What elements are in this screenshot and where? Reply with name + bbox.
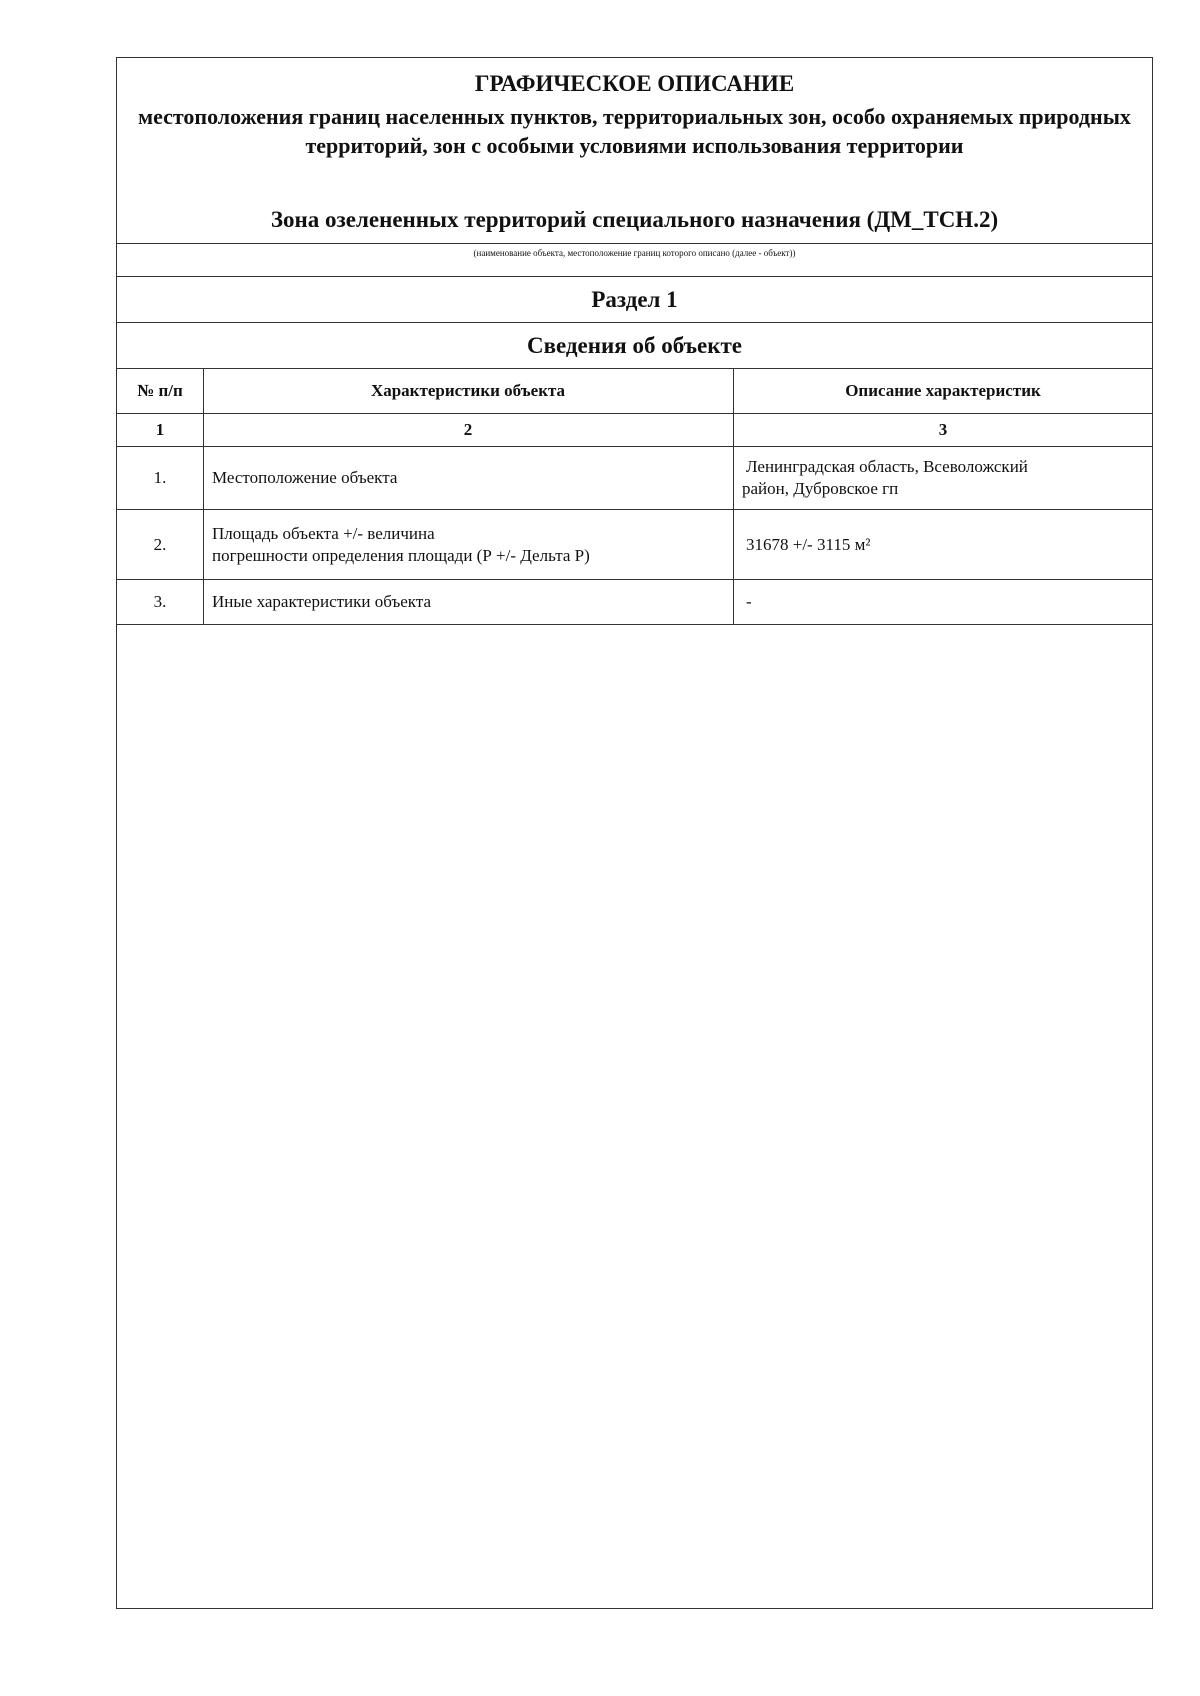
characteristic-text: Местоположение объекта bbox=[212, 468, 398, 487]
row-number: 1. bbox=[153, 468, 167, 487]
characteristic-text: Площадь объекта +/- величина bbox=[212, 523, 435, 543]
row-number: 3. bbox=[153, 592, 167, 611]
description-text: - bbox=[746, 592, 752, 611]
row-description bbox=[733, 510, 1153, 579]
divider bbox=[117, 276, 1152, 277]
header-cell-number: № п/п bbox=[137, 381, 183, 400]
column-number-1: 1 bbox=[155, 420, 165, 439]
header-cell-description: Описание характеристик bbox=[845, 381, 1041, 400]
document-title: ГРАФИЧЕСКОЕ ОПИСАНИЕ bbox=[474, 71, 795, 96]
row-characteristic bbox=[203, 510, 733, 579]
section-title: Сведения об объекте bbox=[526, 333, 743, 358]
document-sheet bbox=[116, 57, 1153, 1609]
document-subtitle: местоположения границ населенных пунктов, территориальных зон, особо охраняемых природных территорий, зон с особыми условиями использования территории bbox=[138, 104, 1131, 158]
column-number-2: 2 bbox=[463, 420, 473, 439]
description-text: 31678 +/- 3115 м² bbox=[746, 534, 871, 554]
row-number: 2. bbox=[153, 534, 167, 554]
row-characteristic bbox=[203, 580, 733, 624]
divider bbox=[117, 243, 1152, 244]
row-description bbox=[733, 447, 1153, 509]
header-cell-characteristic: Характеристики объекта bbox=[370, 381, 566, 400]
description-text: район, Дубровское гп bbox=[742, 479, 899, 498]
document-header bbox=[117, 58, 1152, 244]
column-number-3: 3 bbox=[938, 420, 948, 439]
row-characteristic bbox=[203, 447, 733, 509]
object-name: Зона озелененных территорий специального назначения (ДМ_ТСН.2) bbox=[270, 207, 999, 232]
characteristic-text: погрешности определения площади (Р +/- Дельта Р) bbox=[212, 545, 590, 565]
description-text: Ленинградская область, Всеволожский bbox=[746, 457, 1028, 476]
row-divider bbox=[117, 624, 1152, 625]
object-caption: (наименование объекта, местоположение границ которого описано (далее - объект)) bbox=[473, 248, 796, 258]
divider bbox=[117, 322, 1152, 323]
section-label: Раздел 1 bbox=[591, 287, 678, 312]
row-description bbox=[733, 580, 1153, 624]
characteristic-text: Иные характеристики объекта bbox=[212, 592, 432, 611]
